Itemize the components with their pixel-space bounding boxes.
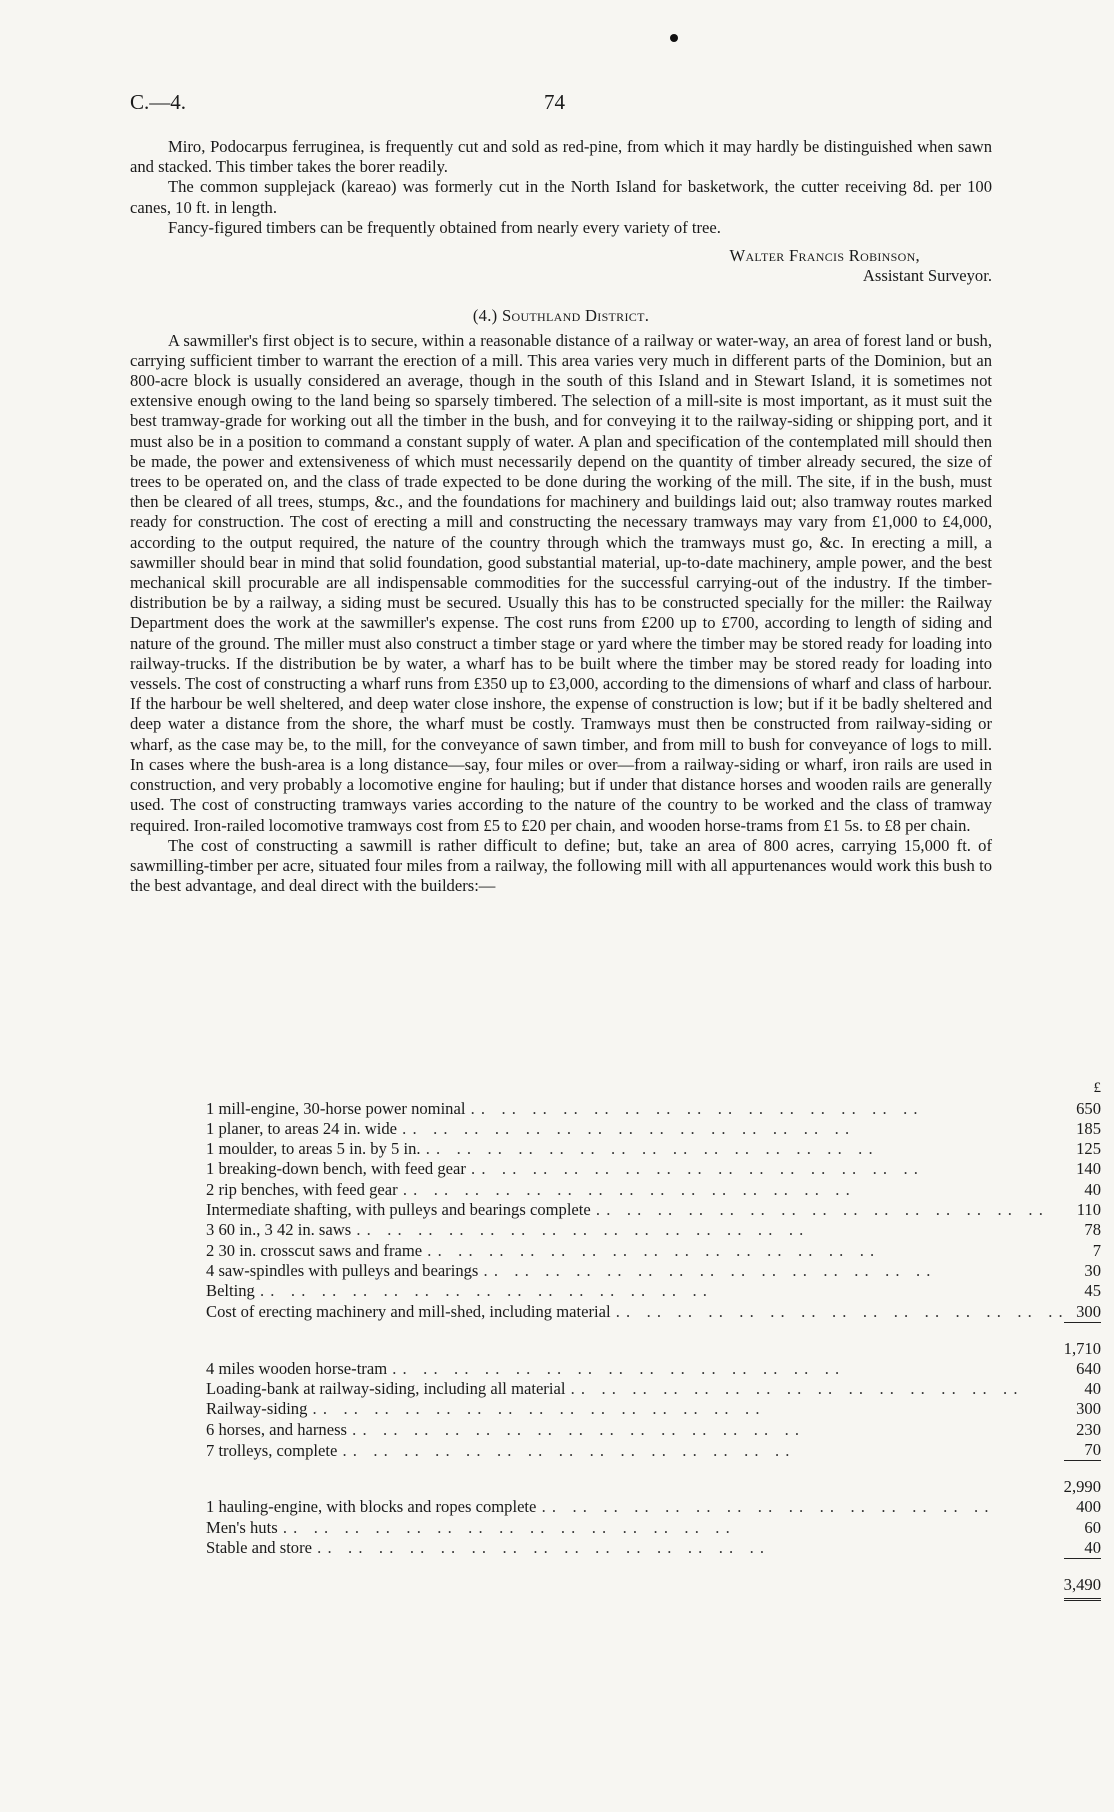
item-amount: 640 [1076, 1358, 1101, 1378]
item-label: 3 60 in., 3 42 in. saws . . [206, 1220, 1064, 1240]
item-amount: 60 [1084, 1517, 1101, 1537]
table-row [206, 1359, 1101, 1379]
document-code: C.—4. [130, 90, 187, 114]
item-label: 4 saw-spindles with pulleys and bearings . . [206, 1261, 1064, 1281]
item-label: 2 30 in. crosscut saws and frame . . [206, 1240, 1064, 1260]
item-amount: 45 [1084, 1281, 1101, 1301]
table-row [206, 1200, 1101, 1220]
item-amount: 140 [1076, 1159, 1101, 1179]
table-row [206, 1379, 1101, 1399]
item-label: Belting . . [206, 1281, 1064, 1301]
item-label: Railway-siding . . [206, 1399, 1064, 1419]
item-label: Stable and store . . [206, 1538, 1064, 1559]
item-label: 1 breaking-down bench, with feed gear . . [206, 1159, 1064, 1179]
table-row [206, 1179, 1101, 1199]
table-row [206, 1419, 1101, 1439]
table-row [206, 1078, 1101, 1098]
item-amount: 110 [1076, 1200, 1101, 1220]
section-heading: (4.) Southland District. [472, 306, 650, 326]
paragraph-miro: Miro, Podocarpus ferruginea, is frequently cut and sold as red-pine, from which it may hardly be distinguished when sawn and stacked. This timber takes the borer readily. [130, 137, 992, 177]
table-row [206, 1159, 1101, 1179]
table-row [206, 1098, 1101, 1118]
table-row [206, 1281, 1101, 1301]
table-row [206, 1240, 1101, 1260]
item-amount: 230 [1076, 1419, 1101, 1439]
page-number: 74 [544, 90, 565, 114]
signature-title: Assistant Surveyor. [862, 266, 992, 286]
subtotal-row [206, 1461, 1101, 1498]
item-amount: 300 [1076, 1301, 1101, 1321]
item-amount: 70 [1084, 1440, 1101, 1460]
total-row [206, 1558, 1101, 1599]
subtotal-amount: 2,990 [1064, 1461, 1101, 1498]
item-label: 1 hauling-engine, with blocks and ropes complete . . [206, 1497, 1064, 1517]
table-row [206, 1538, 1101, 1559]
item-label: 4 miles wooden horse-tram . . [206, 1359, 1064, 1379]
cost-table [206, 1078, 1101, 1601]
item-amount: 30 [1084, 1260, 1101, 1280]
paragraph-supplejack: The common supplejack (kareao) was formerly cut in the North Island for basketwork, the cutter receiving 8d. per 100 canes, 10 ft. in length. [130, 177, 992, 217]
item-label: 1 planer, to areas 24 in. wide . . [206, 1119, 1064, 1139]
page-body [130, 137, 992, 896]
ink-dot [670, 34, 678, 42]
table-row [206, 1399, 1101, 1419]
item-amount: 40 [1084, 1379, 1101, 1399]
item-amount: 125 [1076, 1139, 1101, 1159]
table-row [206, 1440, 1101, 1461]
paragraph-fancy-timbers: Fancy-figured timbers can be frequently obtained from nearly every variety of tree. [168, 217, 721, 237]
table-row [206, 1139, 1101, 1159]
table-row [206, 1119, 1101, 1139]
item-label: 7 trolleys, complete . . [206, 1440, 1064, 1461]
item-label: 2 rip benches, with feed gear . . [206, 1179, 1064, 1199]
item-label: 6 horses, and harness . . [206, 1419, 1064, 1439]
item-label: Men's huts . . [206, 1517, 1064, 1537]
subtotal-row [206, 1322, 1101, 1359]
item-amount: 78 [1084, 1220, 1101, 1240]
subtotal-amount: 1,710 [1064, 1322, 1101, 1359]
item-amount: 40 [1084, 1179, 1101, 1199]
table-row [206, 1220, 1101, 1240]
currency-symbol: £ [1093, 1080, 1101, 1097]
signature-name: Walter Francis Robinson, [729, 246, 920, 266]
item-amount: 40 [1084, 1537, 1101, 1557]
item-amount: 185 [1076, 1118, 1101, 1138]
item-label: 1 mill-engine, 30-horse power nominal . . [206, 1098, 1064, 1118]
signature-block [130, 246, 992, 286]
item-label: Loading-bank at railway-siding, including all material . . [206, 1379, 1064, 1399]
item-label: 1 moulder, to areas 5 in. by 5 in. . . [206, 1139, 1064, 1159]
item-amount: 650 [1076, 1098, 1101, 1118]
paragraph-sawmill-cost: The cost of constructing a sawmill is rather difficult to define; but, take an area of 800 acres, carrying 15,000 ft. of sawmilling-timber per acre, situated four miles from a railway, the following mill with all appurtenances would work this bush to the best advantage, and deal direct with the builders:— [130, 835, 992, 896]
item-amount: 400 [1076, 1497, 1101, 1517]
item-amount: 7 [1092, 1240, 1101, 1260]
table-row [206, 1497, 1101, 1517]
item-label: Cost of erecting machinery and mill-shed, including material . . [206, 1301, 1064, 1322]
total-amount: 3,490 [1064, 1558, 1101, 1599]
table-row [206, 1261, 1101, 1281]
table-row [206, 1517, 1101, 1537]
table-row [206, 1301, 1101, 1322]
item-amount: 300 [1076, 1399, 1101, 1419]
item-label: Intermediate shafting, with pulleys and bearings complete . . [206, 1200, 1064, 1220]
paragraph-sawmill-requirements: A sawmiller's first object is to secure, within a reasonable distance of a railway or water-way, an area of forest land or bush, carrying sufficient timber to warrant the erection of a mill. This area varies very much in different parts of the Dominion, but an 800-acre block is usually considered an average, though in the south of this Island and in Stewart Island, it is sometimes not extensive enough owing to the land being so sparsely timbered. The selection of a mill-site is most important, as it must suit the best tramway-grade for working out all the timber in the bush, and for conveying it to the railway-siding or shipping port, and it must also be in a position to command a constant supply of water. A plan and specification of the contemplated mill should then be made, the power and extensiveness of which must necessarily depend on the quantity of timber already secured, the size of trees to be operated on, and the class of trade expected to be done during the working of the mill. The site, if in the bush, must then be cleared of all trees, stumps, &c., and the foundations for machinery and buildings laid out; also tramway routes marked ready for construction. The cost of erecting a mill and constructing the necessary tramways may vary from £1,000 to £4,000, according to the output required, the nature of the country through which the tramways must go, &c. In erecting a mill, a sawmiller should bear in mind that solid foundation, good substantial material, up-to-date machinery, ample power, and the best mechanical skill procurable are all indispensable commodities for the successful carrying-out of the industry. If the timber-distribution be by a railway, a siding must be secured. Usually this has to be constructed specially for the miller: the Railway Department does the work at the sawmiller's expense. The cost runs from £200 up to £700, according to length of siding and nature of the ground. The miller must also construct a timber stage or yard where the timber may be stored ready for loading into railway-trucks. If the distribution be by water, a wharf has to be built where the timber may be stored ready for loading into vessels. The cost of constructing a wharf runs from £350 up to £3,000, according to the dimensions of wharf and class of harbour. If the harbour be well sheltered, and deep water close inshore, the expense of construction is low; but if it be badly sheltered and deep water a distance from the shore, the wharf must be costly. Tramways must then be constructed from railway-siding or wharf, as the case may be, to the mill, for the conveyance of sawn timber, and from mill to bush for conveyance of logs to mill. In cases where the bush-area is a long distance—say, four miles or over—from a railway-siding or wharf, iron rails are used in construction, and very probably a locomotive engine for hauling; but if under that distance horses and wooden rails are generally used. The cost of constructing tramways varies according to the nature of the country to be worked and the class of tramway required. Iron-railed locomotive tramways cost from £5 to £20 per chain, and wooden horse-trams from £1 5s. to £8 per chain. [130, 330, 992, 835]
